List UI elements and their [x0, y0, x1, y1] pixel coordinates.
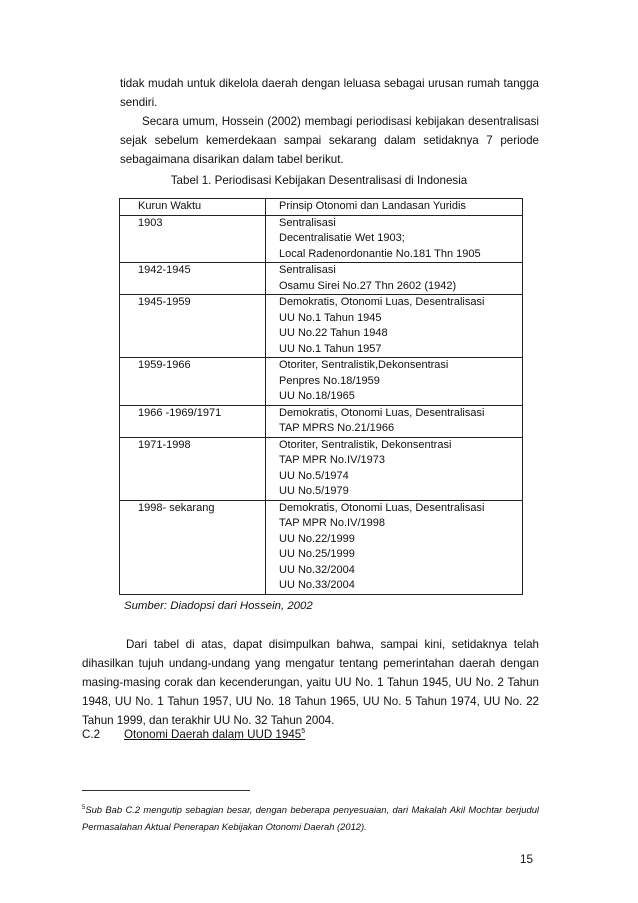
- footnote-text: Sub Bab C.2 mengutip sebagian besar, dengan beberapa penyesuaian, dari Makalah Akil Mochtar berjudul Permasalahan Aktual Penerapan Kebijakan Otonomi Daerah (2012).: [82, 804, 539, 833]
- cell-line: Penpres No.18/1959: [279, 374, 380, 387]
- section-heading: [82, 728, 305, 741]
- table-row: [120, 358, 523, 406]
- cell-principle: [266, 358, 523, 406]
- cell-line: TAP MPR No.IV/1998: [279, 517, 385, 529]
- cell-period: 1998- sekarang: [120, 500, 266, 594]
- cell-line: TAP MPRS No.21/1966: [279, 422, 395, 434]
- cell-period: 1903: [120, 215, 266, 263]
- periodization-table: [119, 198, 523, 595]
- cell-principle: [266, 500, 523, 594]
- cell-line: Demokratis, Otonomi Luas, Desentralisasi: [279, 296, 485, 308]
- cell-line: UU No.32/2004: [279, 563, 355, 576]
- cell-line: Otoriter, Sentralistik, Dekonsentrasi: [279, 438, 452, 451]
- cell-line: UU No.18/1965: [279, 390, 355, 402]
- page-number: 15: [520, 853, 533, 866]
- table-caption: Tabel 1. Periodisasi Kebijakan Desentralisasi di Indonesia: [170, 174, 468, 187]
- cell-principle: [266, 437, 523, 500]
- cell-line: UU No.22/1999: [279, 532, 355, 545]
- footnote-marker: 5: [82, 805, 86, 811]
- cell-principle: [266, 295, 523, 358]
- cell-line: Local Radenordonantie No.181 Thn 1905: [279, 247, 481, 260]
- paragraph-periodization-text: Secara umum, Hossein (2002) membagi periodisasi kebijakan desentralisasi sejak sebelum kemerdekaan sampai sekarang dalam setidaknya 7 periode sebagaimana disarikan dalam tabel berikut.: [120, 115, 539, 166]
- header-period: Kurun Waktu: [120, 199, 266, 216]
- paragraph-periodization: [120, 112, 539, 169]
- cell-line: TAP MPR No.IV/1973: [279, 454, 385, 466]
- cell-line: UU No.25/1999: [279, 548, 355, 560]
- cell-period: 1971-1998: [120, 437, 266, 500]
- section-title-text: Otonomi Daerah dalam UUD 1945: [124, 728, 302, 741]
- footnote-ref: 5: [301, 728, 306, 736]
- cell-line: Demokratis, Otonomi Luas, Desentralisasi: [279, 406, 485, 419]
- cell-period: 1966 -1969/1971: [120, 405, 266, 437]
- footnote: [82, 800, 539, 835]
- cell-period: 1945-1959: [120, 295, 266, 358]
- table-row: [120, 263, 523, 295]
- table-body: [120, 215, 523, 594]
- cell-line: Osamu Sirei No.27 Thn 2602 (1942): [279, 279, 457, 292]
- cell-principle: [266, 405, 523, 437]
- table-row: [120, 437, 523, 500]
- cell-period: 1959-1966: [120, 358, 266, 406]
- table-row: [120, 405, 523, 437]
- cell-line: Otoriter, Sentralistik,Dekonsentrasi: [279, 359, 449, 371]
- table-source: Sumber: Diadopsi dari Hossein, 2002: [124, 600, 313, 612]
- section-title: [124, 728, 305, 741]
- table-row: [120, 500, 523, 594]
- cell-line: Decentralisatie Wet 1903;: [279, 232, 405, 244]
- table-header-row: [120, 199, 523, 216]
- cell-line: UU No.1 Tahun 1945: [279, 311, 382, 324]
- section-number: C.2: [82, 728, 101, 741]
- paragraph-intro: tidak mudah untuk dikelola daerah dengan leluasa sebagai urusan rumah tangga sendiri.: [120, 77, 539, 109]
- cell-line: UU No.33/2004: [279, 579, 355, 591]
- cell-principle: [266, 215, 523, 263]
- table-row: [120, 215, 523, 263]
- header-principle: Prinsip Otonomi dan Landasan Yuridis: [266, 199, 523, 216]
- footnote-divider: [82, 790, 250, 791]
- cell-period: 1942-1945: [120, 263, 266, 295]
- cell-line: Sentralisasi: [279, 264, 336, 276]
- cell-principle: [266, 263, 523, 295]
- cell-line: UU No.1 Tahun 1957: [279, 342, 382, 355]
- cell-line: Demokratis, Otonomi Luas, Desentralisasi: [279, 501, 485, 514]
- paragraph-conclusion-text: Dari tabel di atas, dapat disimpulkan bahwa, sampai kini, setidaknya telah dihasilkan tujuh undang-undang yang mengatur tentang pemerintahan daerah dengan masing-masing corak dan kecenderungan, yaitu UU No. 1 Tahun 1945, UU No. 2 Tahun 1948, UU No. 1 Tahun 1957, UU No. 18 Tahun 1965, UU No. 5 Tahun 1974, UU No. 22 Tahun 1999, dan terakhir UU No. 32 Tahun 2004.: [82, 638, 539, 727]
- cell-line: UU No.5/1979: [279, 485, 349, 497]
- table-row: [120, 295, 523, 358]
- paragraph-conclusion: [82, 635, 539, 730]
- cell-line: UU No.5/1974: [279, 469, 349, 482]
- cell-line: UU No.22 Tahun 1948: [279, 327, 388, 339]
- cell-line: Sentralisasi: [279, 216, 336, 229]
